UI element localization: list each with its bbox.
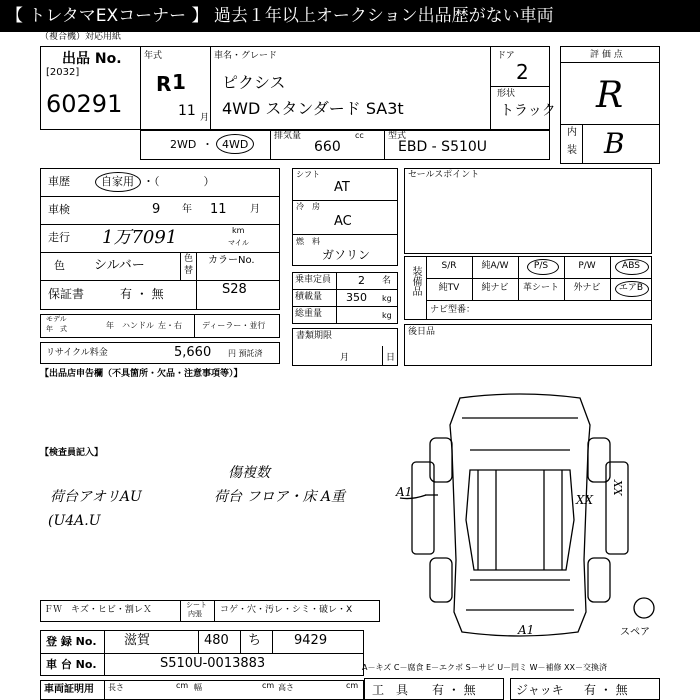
length-unit: cm <box>176 681 189 690</box>
seat-label-2: 内張 <box>188 610 202 618</box>
history-value: 自家用 <box>101 175 134 188</box>
score-label: 評 価 点 <box>590 50 623 60</box>
ac-label: 冷 房 <box>296 202 320 211</box>
inspector-notes-label: 【検査員記入】 <box>40 448 104 458</box>
equipment-item: 純A/W <box>481 261 509 271</box>
damage-legend: A－キズ C－腐食 E－エクボ S－サビ U－凹ミ W－補修 XX－交換済 <box>362 663 608 672</box>
warranty-label: 保証書 <box>48 287 85 301</box>
warranty-value: 有 ・ 無 <box>120 287 164 301</box>
history-other: ・（ ） <box>143 175 215 188</box>
lot-label: 出品 No. <box>62 51 122 67</box>
equipment-item: 革シート <box>522 283 559 293</box>
equipment-item: エアB <box>618 283 644 293</box>
model-year-label-2: 年 式 <box>46 325 67 333</box>
diagram-mark-bottom: A1 <box>518 623 535 637</box>
later-items-label: 後日品 <box>408 327 436 337</box>
equipment-item: S/R <box>441 261 457 271</box>
lot-number: 60291 <box>46 90 123 118</box>
gross-weight-unit: kg <box>382 311 392 320</box>
month-unit: 月 <box>200 113 210 123</box>
spare-label: スペア <box>620 627 650 638</box>
fw-damage-label: ＦＷ キズ・ヒビ・割レＸ <box>44 605 152 615</box>
dealer-label: ディーラー・並行 <box>202 321 266 330</box>
inspector-note-2: (U4A.U <box>48 513 101 529</box>
equipment-item: ABS <box>622 261 640 271</box>
history-label: 車歴 <box>48 175 70 188</box>
model-code-label: 型式 <box>388 131 407 141</box>
handle-value: 左・右 <box>158 321 182 330</box>
inspection-month: 11 <box>210 202 227 217</box>
color-number-value: S28 <box>222 282 247 297</box>
equipment-item: 純TV <box>438 283 460 293</box>
form-note: （複合機）対応用紙 <box>40 32 122 42</box>
mileage-unit-mile: マイル <box>228 239 249 247</box>
gross-weight-label: 総重量 <box>295 309 323 319</box>
height-unit: cm <box>346 681 359 690</box>
load-label: 積載量 <box>295 292 323 302</box>
load-unit: kg <box>382 294 392 303</box>
diagram-mark-left: A1 <box>396 485 413 499</box>
door-count: 2 <box>516 60 529 84</box>
mileage-unit-km: km <box>232 226 245 235</box>
inspection-label: 車検 <box>48 203 70 216</box>
sales-point-label: セールスポイント <box>408 170 480 180</box>
interior-label-1: 内 <box>567 127 577 138</box>
dimensions-label: 車両証明用 <box>44 684 94 695</box>
displacement-label: 排気量 <box>274 131 302 141</box>
model-year-unit: 年 <box>106 321 114 330</box>
height-label: 高さ <box>278 683 294 692</box>
diagram-mark-x: XX <box>611 480 624 496</box>
equipment-item: P/S <box>533 261 549 271</box>
length-label: 長さ <box>108 683 124 692</box>
car-grade: 4WD スタンダード SA3t <box>222 99 404 118</box>
equipment-item: 外ナビ <box>573 283 601 293</box>
registration-number: 9429 <box>294 633 328 648</box>
color-change-1: 色 <box>184 254 194 264</box>
document-expiry-month: 月 <box>340 353 350 363</box>
door-label: ドア <box>497 51 515 61</box>
shape-label: 形状 <box>497 89 516 99</box>
tools-label: 工 具 <box>372 683 409 697</box>
capacity-unit: 名 <box>382 276 392 286</box>
recycle-unit: 円 預託済 <box>228 349 263 358</box>
width-label: 幅 <box>194 683 202 692</box>
chassis-label: 車 台 No. <box>46 658 97 671</box>
score-value: R <box>596 75 624 116</box>
drive-2wd: 2WD <box>170 138 197 151</box>
car-name: ピクシス <box>222 73 286 92</box>
fuel-value: ガソリン <box>322 248 371 262</box>
jack-label: ジャッキ <box>516 683 564 697</box>
equipment-item: P/W <box>578 261 596 271</box>
shift-value: AT <box>334 180 350 195</box>
chassis-number: S510U-0013883 <box>160 656 266 671</box>
inspector-note-1: 荷台アオリAU <box>50 489 142 505</box>
recycle-label: リサイクル料金 <box>46 348 108 358</box>
registration-label: 登 録 No. <box>46 635 97 648</box>
inspection-year: 9 <box>152 202 161 217</box>
fuel-label: 燃 料 <box>296 237 320 246</box>
year-label: 年式 <box>144 51 163 61</box>
document-expiry-label: 書類期限 <box>296 331 333 341</box>
interior-score: B <box>604 127 625 160</box>
registration-class: 480 <box>204 633 229 648</box>
equipment-item: 純ナビ <box>481 283 509 293</box>
tools-value: 有 ・ 無 <box>432 683 476 697</box>
inspector-note-4: 荷台 フロア・床 A重 <box>214 489 346 505</box>
color-number-label: カラーNo. <box>208 255 255 266</box>
diagram-mark-xx: XX <box>576 493 594 507</box>
seat-label-1: シート <box>186 601 207 609</box>
displacement-value: 660 <box>314 139 341 155</box>
jack-value: 有 ・ 無 <box>584 683 628 697</box>
name-grade-label: 車名・グレード <box>214 51 278 61</box>
year-number: 1 <box>172 70 186 94</box>
mileage-value: 1万7091 <box>102 227 178 248</box>
registration-prefecture: 滋賀 <box>124 633 151 648</box>
year-era: R <box>156 72 172 96</box>
page-banner: 【 トレタマEXコーナー 】 過去１年以上オークション出品歴がない車両 <box>0 0 700 32</box>
equipment-label: 装備品 <box>410 266 421 296</box>
model-year-label-1: モデル <box>46 315 67 323</box>
inspection-month-unit: 月 <box>250 204 260 215</box>
model-code: EBD - S510U <box>398 139 488 155</box>
interior-label-2: 装 <box>567 145 577 156</box>
ac-value: AC <box>334 214 352 229</box>
capacity-value: 2 <box>358 274 365 287</box>
navi-model-label: ナビ型番： <box>430 305 476 315</box>
capacity-label: 乗車定員 <box>295 275 332 285</box>
shift-label: シフト <box>296 170 320 179</box>
drive-4wd: 4WD <box>222 138 249 151</box>
mileage-label: 走行 <box>48 231 70 244</box>
recycle-fee: 5,660 <box>174 345 212 360</box>
seller-notes-label: 【出品店申告欄（不具箇所・欠品・注意事項等）】 <box>40 369 243 379</box>
color-change-2: 替 <box>184 266 194 276</box>
document-expiry-day: 日 <box>386 353 396 363</box>
inspector-note-3: 傷複数 <box>228 465 270 481</box>
registration-kana: ち <box>248 633 262 648</box>
width-unit: cm <box>262 681 275 690</box>
inspection-year-unit: 年 <box>182 204 192 215</box>
year-month: 11 <box>178 103 196 119</box>
color-value: シルバー <box>94 258 145 273</box>
lot-small-number: [2032] <box>46 67 80 78</box>
color-label: 色 <box>54 259 65 272</box>
displacement-unit: cc <box>355 131 364 140</box>
body-shape: トラック <box>500 103 556 119</box>
load-value: 350 <box>346 291 367 304</box>
seat-damage-label: コゲ・穴・汚レ・シミ・破レ・X <box>220 605 353 615</box>
handle-label: ハンドル <box>122 321 154 330</box>
